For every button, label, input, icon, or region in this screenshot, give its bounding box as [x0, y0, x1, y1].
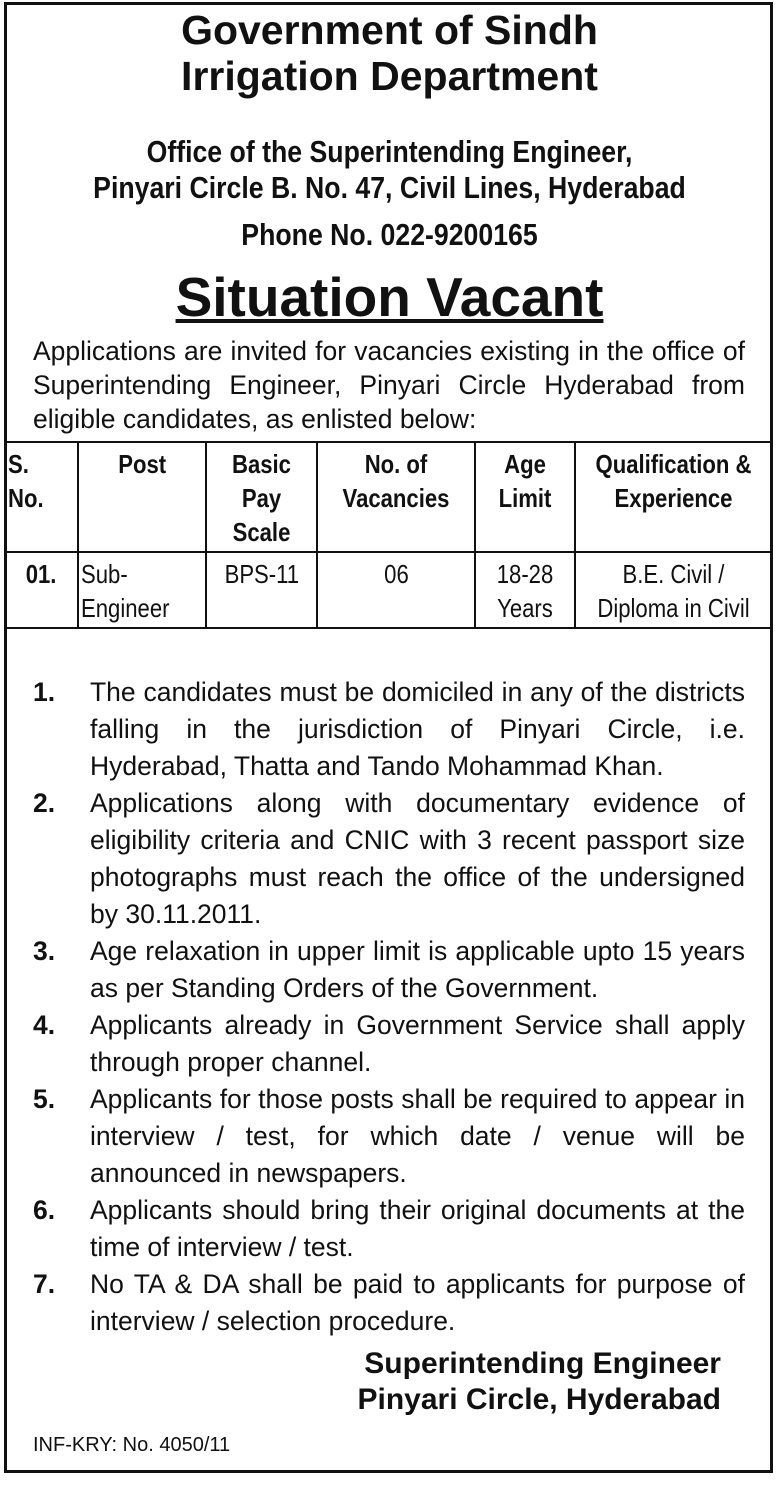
- signature-title: Superintending Engineer: [364, 1347, 721, 1380]
- list-item: [33, 674, 745, 785]
- cell-age-limit: 18-28 Years: [475, 552, 575, 628]
- list-item: [33, 1266, 745, 1340]
- intro-paragraph: Applications are invited for vacancies existing in the office of Superintending Engineer, Pinyari Circle Hyderabad from eligible candidates, as enlisted below:: [33, 336, 745, 434]
- item-number: 6.: [33, 1195, 56, 1225]
- table-row: [5, 552, 772, 628]
- list-item: [33, 1081, 745, 1192]
- conditions-list: [33, 674, 745, 1340]
- cell-post: Sub-Engineer: [78, 552, 206, 628]
- list-item: [33, 1192, 745, 1266]
- cell-sno: 01.: [5, 552, 78, 628]
- item-text: Age relaxation in upper limit is applicable upto 15 years as per Standing Orders of the Government.: [90, 936, 745, 1003]
- page-title: Situation Vacant: [175, 266, 604, 328]
- col-age-limit: Age Limit: [475, 442, 575, 552]
- table-header-row: [5, 442, 772, 552]
- govt-heading: Government of Sindh: [181, 7, 598, 53]
- cell-vacancies: 06: [317, 552, 475, 628]
- phone-line: Phone No. 022-9200165: [241, 217, 538, 252]
- vacancy-table: [4, 441, 773, 629]
- col-qualification: Qualification & Experience: [575, 442, 772, 552]
- signature-block: [358, 1346, 722, 1418]
- item-text: Applicants already in Government Service shall apply through proper channel.: [90, 1010, 745, 1077]
- reference-number: INF-KRY: No. 4050/11: [33, 1434, 231, 1456]
- col-sno: S. No.: [5, 442, 78, 552]
- item-text: Applications along with documentary evidence of eligibility criteria and CNIC with 3 recent passport size photographs must reach the office of the undersigned by 30.11.2011.: [90, 788, 745, 929]
- list-item: [33, 1007, 745, 1081]
- item-number: 1.: [33, 677, 56, 707]
- item-number: 7.: [33, 1269, 56, 1299]
- list-item: [33, 933, 745, 1007]
- cell-qualification: B.E. Civil / Diploma in Civil: [575, 552, 772, 628]
- col-pay-scale: Basic Pay Scale: [206, 442, 317, 552]
- address-line: Pinyari Circle B. No. 47, Civil Lines, Hyderabad: [93, 170, 686, 205]
- signature-office: Pinyari Circle, Hyderabad: [357, 1383, 721, 1416]
- item-text: Applicants should bring their original documents at the time of interview / test.: [90, 1195, 745, 1262]
- list-item: [33, 785, 745, 933]
- item-text: The candidates must be domiciled in any of the districts falling in the jurisdiction of Pinyari Circle, i.e. Hyderabad, Thatta and Tando Mohammad Khan.: [90, 677, 745, 781]
- office-line: Office of the Superintending Engineer,: [146, 134, 633, 169]
- department-heading: Irrigation Department: [181, 53, 598, 99]
- item-number: 3.: [33, 936, 56, 966]
- item-text: No TA & DA shall be paid to applicants for purpose of interview / selection procedure.: [90, 1269, 745, 1336]
- item-number: 4.: [33, 1010, 56, 1040]
- item-number: 5.: [33, 1084, 56, 1114]
- cell-pay-scale: BPS-11: [206, 552, 317, 628]
- col-post: Post: [78, 442, 206, 552]
- item-number: 2.: [33, 788, 56, 818]
- col-vacancies: No. of Vacancies: [317, 442, 475, 552]
- item-text: Applicants for those posts shall be required to appear in interview / test, for which date / venue will be announced in newspapers.: [90, 1084, 745, 1188]
